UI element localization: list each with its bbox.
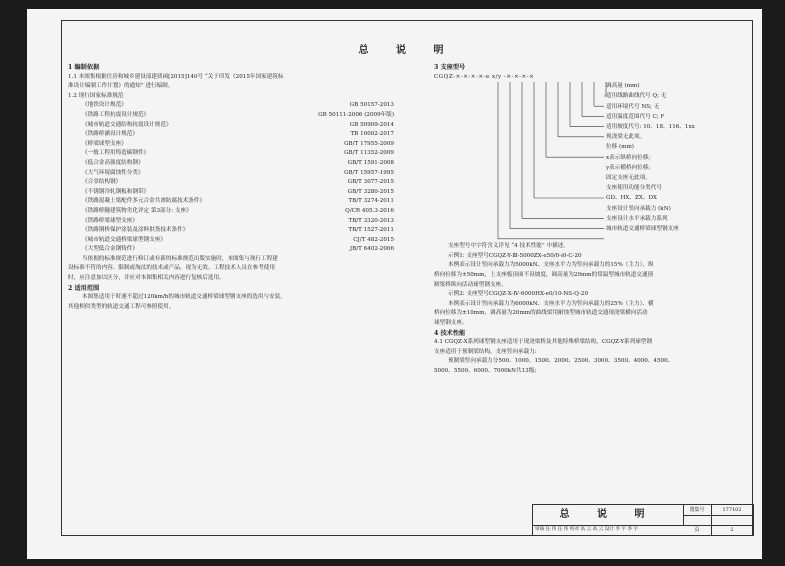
standard-name: 《一般工程用铸造碳钢件》	[82, 150, 150, 157]
example-1-desc-3: 制梁桥纵向活动球型钢支座。	[434, 281, 507, 288]
standard-name: 《城市轨道交通结构抗震设计规范》	[82, 121, 172, 128]
s1-paragraph-2: 1.2 现行国家标准规范	[68, 92, 124, 99]
s4-paragraph-4: 5000、5500、6000、7000kN共13级;	[434, 367, 537, 374]
paragraph-a: 支座型号中字符含义详见 “4 技术性能” 中描述。	[448, 243, 569, 250]
standard-row	[68, 188, 398, 198]
legend-item: 适用坡度代号: 10、18、116、1xx	[606, 123, 695, 130]
legend-item: 城市轨道交通桥梁球型钢支座	[606, 225, 679, 232]
title-block	[532, 504, 754, 536]
drawing-sheet	[27, 9, 762, 559]
standard-row	[68, 101, 398, 111]
standard-name: 《铁路工程抗震设计规范》	[82, 111, 150, 118]
left-column	[68, 63, 398, 312]
legend-item: 支座设计竖向承载力 (kN)	[606, 205, 671, 212]
standard-name: 《铁路钢桥保护涂装及涂料供货技术条件》	[82, 227, 189, 234]
standard-name: 《合金结构钢》	[82, 179, 122, 186]
standard-name: 《不锈钢冷轧钢板和钢带》	[82, 188, 150, 195]
note-line-2: 设标准不符的内容、限制或淘汰的技术或产品，视为无效。工程技术人员在参考使用	[68, 265, 275, 272]
legend-item: 调高量 (mm)	[606, 83, 640, 90]
standard-row	[68, 159, 398, 169]
legend-item: 适用环境代号 NS; 无	[606, 103, 660, 110]
section-4-heading: 4 技术性能	[434, 329, 466, 337]
example-2-desc-2: 桥向位移为±10mm，调高量为20mm的曲线梁用耐蚀型城市轨道交通现浇梁横向活动	[434, 310, 648, 317]
section-2-heading: 2 适用范围	[68, 284, 100, 292]
example-1-desc-1: 本例表示设计竖向承载力为5000kN、支座水平力为竖向承载力的15%（主力），纵	[448, 262, 654, 269]
drawing-frame	[61, 20, 753, 536]
s2-paragraph-1: 本图集适用于时速不超过120km/h的城市轨道交通桥梁球型钢支座的选用与安装，	[82, 294, 286, 301]
standard-code: GB 50909-2014	[349, 121, 394, 128]
s4-paragraph-3: 预制梁竖向承载力分500、1000、1500、2000、2500、3000、3500、4000、4500、	[448, 358, 674, 365]
standard-name: 《地铁设计规范》	[82, 102, 127, 109]
standard-name: 《城市轨道交通桥梁球型钢支座》	[82, 236, 166, 243]
standard-row	[68, 207, 398, 217]
legend-item: 支座使用功能分类代号	[606, 185, 662, 192]
legend-item: x表示纵桥向位移;	[606, 154, 651, 161]
standard-code: GB 50111-2006 (2009年版)	[318, 111, 394, 118]
standard-row	[68, 169, 398, 179]
standard-name: 《铁路桥涵设计规范》	[82, 131, 138, 138]
atlas-number: 177102	[711, 505, 753, 516]
s1-paragraph-1b: 准设计编制工作计划》的通知” 进行编制。	[68, 83, 174, 90]
legend-item: 支座设计水平承载力系列	[606, 215, 668, 222]
standard-name: 《铁路桥隧建筑物劣化评定 第3部分: 支座》	[82, 207, 192, 214]
legend-item: 固定支座无此项。	[606, 174, 651, 181]
standard-name: 《低合金高强度结构钢》	[82, 159, 144, 166]
atlas-label: 图集号	[683, 505, 712, 516]
standard-row	[68, 178, 398, 188]
legend-item: 现浇梁无此项。	[606, 134, 646, 141]
standard-name: 《大型低合金钢铸件》	[82, 246, 138, 253]
example-1: 示例1: 支座型号CGQZ-Y-Ⅲ-5000ZX-e50/0-i0-C-20	[448, 252, 582, 259]
standard-code: GB/T 17955-2009	[344, 140, 394, 147]
standard-row	[68, 130, 398, 140]
example-2-desc-3: 球型钢支座。	[434, 319, 468, 326]
standard-row	[68, 140, 398, 150]
model-code: CGQZ-×-×-×-×-e x/y -×-×-×-×	[434, 73, 535, 80]
standard-code: GB 50157-2013	[349, 102, 394, 109]
note-line-3: 时，应注意加以区分，并应对本图集相关内容进行复核后选用。	[68, 275, 225, 282]
standard-row	[68, 217, 398, 227]
legend-leader-lines	[434, 63, 654, 263]
standard-code: GB/T 3077-2015	[347, 179, 394, 186]
legend-item: 适用温度范围代号 C; F	[606, 113, 665, 120]
standard-code: GB/T 3280-2015	[347, 188, 394, 195]
standard-code: Q/CR 405.3-2016	[345, 207, 394, 214]
section-3-heading: 3 支座型号	[434, 64, 466, 71]
standard-row	[68, 149, 398, 159]
legend-item: 适用线路曲线代号 Q; 无	[606, 93, 667, 100]
s2-paragraph-2: 其他相似类型的轨道交通工程可参照使用。	[68, 303, 175, 310]
standard-code: TB/T 3320-2013	[348, 217, 394, 224]
standard-code: TB/T 1527-2011	[348, 227, 394, 234]
standard-row	[68, 121, 398, 131]
signature-row: 审核 任 伟 任 伟 校对 高 云 高 云 设计 李 宇 李 宇	[535, 527, 639, 532]
standards-list	[68, 101, 398, 255]
standard-row	[68, 236, 398, 246]
standard-name: 《桥梁球型支座》	[82, 140, 127, 147]
s4-paragraph-1: 4.1 CGQZ-X系列球型钢支座适用于现浇梁桥及其他特殊桥梁结构，CGQZ-Y系列球型钢	[434, 339, 652, 346]
standard-row	[68, 245, 398, 255]
section-1-heading: 1 编制依据	[68, 64, 100, 71]
standard-name: 《铁路混凝土梁配件多元合金共渗防腐技术条件》	[82, 198, 206, 205]
legend-item: y表示横桥向位移;	[606, 164, 651, 171]
s4-paragraph-2: 支座适用于预制梁结构，支座竖向承载力:	[434, 348, 537, 355]
standard-code: GB/T 15957-1995	[344, 169, 394, 176]
page-number: 2	[730, 527, 734, 533]
standard-code: TB/T 3274-2011	[348, 198, 394, 205]
page-label: 页	[683, 525, 712, 535]
standard-code: TB 10002-2017	[350, 131, 394, 138]
standard-row	[68, 111, 398, 121]
page-title: 总 说 明	[358, 45, 456, 56]
standard-name: 《铁路桥梁球型支座》	[82, 217, 138, 224]
standard-code: CJ/T 482-2015	[353, 236, 394, 243]
title-block-title: 总 说 明	[533, 505, 684, 526]
legend-item: 位移 (mm)	[606, 144, 634, 151]
standard-row	[68, 197, 398, 207]
s1-paragraph-1a: 1.1 本图集根据住房和城乡建设部建质函[2015]140号 “关于印发《2015年国家建筑标	[68, 73, 284, 80]
standard-row	[68, 226, 398, 236]
standard-code: GB/T 1591-2008	[347, 159, 394, 166]
example-2-desc-1: 本例表示设计竖向承载力为6000kN、支座水平力为竖向承载力的25%（主力）、横	[448, 300, 654, 307]
standard-name: 《大气环境腐蚀性分类》	[82, 169, 144, 176]
example-2: 示例2: 支座型号CGQZ-X-Ⅳ-6000HX-e0/10-NS-Q-20	[448, 291, 589, 298]
standard-code: GB/T 11352-2009	[344, 150, 394, 157]
standard-code: JB/T 6402-2006	[349, 246, 394, 253]
example-1-desc-2: 桥向位移为±50mm，上支座板顶面不设坡度，调高量为20mm的常温型城市轨道交通预	[434, 271, 654, 278]
note-line-1: 当依据的标准规范进行修订或有新的标准规范出版实施时，本图集与现行工程建	[82, 255, 278, 262]
legend-item: GD、HX、ZX、DX	[606, 195, 657, 202]
